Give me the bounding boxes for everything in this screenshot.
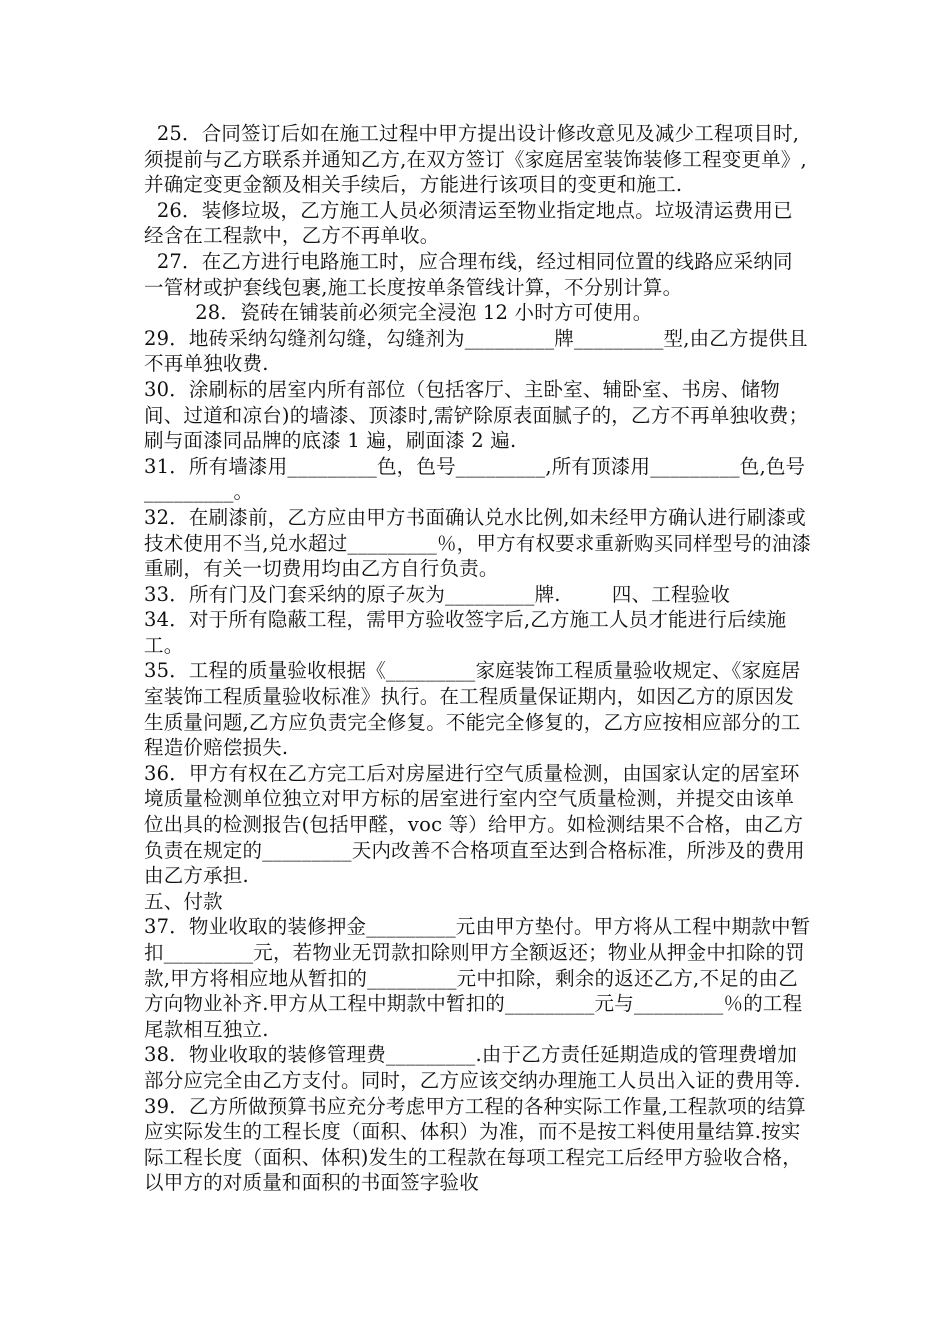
clause-30: 30．涂刷标的居室内所有部位（包括客厅、主卧室、辅卧室、书房、储物间、过道和凉台)的墙漆、顶漆时,需铲除原表面腻子的，乙方不再单独收费；刷与面漆同品牌的底漆 1 遍，刷面漆 2 遍. [144,377,809,453]
clause-36: 36．甲方有权在乙方完工后对房屋进行空气质量检测，由国家认定的居室环境质量检测单位独立对甲方标的居室进行室内空气质量检测，并提交由该单位出具的检测报告(包括甲醛，voc 等）给甲方。如检测结果不合格，由乙方负责在规定的_________天内改善不合格项直至达到合格标准，所涉及的费用由乙方承担. [144,761,805,888]
clause-26: 26．装修垃圾，乙方施工人员必须清运至物业指定地点。垃圾清运费用已经含在工程款中，乙方不再单收。 [144,198,793,248]
clause-33: 33．所有门及门套采纳的原子灰为_________牌. 四、工程验收 [144,582,731,606]
clause-27: 27．在乙方进行电路施工时，应合理布线，经过相同位置的线路应采纳同一管材或护套线包裹,施工长度按单条管线计算，不分别计算。 [144,249,793,299]
clause-25: 25．合同签订后如在施工过程中甲方提出设计修改意见及减少工程项目时,须提前与乙方联系并通知乙方,在双方签订《家庭居室装饰装修工程变更单》,并确定变更金额及相关手续后，方能进行该项目的变更和施工. [144,122,807,197]
clause-32: 32．在刷漆前，乙方应由甲方书面确认兑水比例,如未经甲方确认进行刷漆或技术使用不当,兑水超过_________％，甲方有权要求重新购买同样型号的油漆重刷，有关一切费用均由乙方自行负责。 [144,505,812,581]
section-heading-payment: 五、付款 [144,889,223,913]
clause-39: 39．乙方所做预算书应充分考虑甲方工程的各种实际工作量,工程款项的结算应实际发生的工程长度（面积、体积）为准，而不是按工料使用量结算.按实际工程长度（面积、体积)发生的工程款在每项工程完工后经甲方验收合格，以甲方的对质量和面积的书面签字验收 [144,1094,807,1195]
clause-29: 29．地砖采纳勾缝剂勾缝，勾缝剂为_________牌_________型,由乙方提供且不再单独收费. [144,326,808,376]
clause-35: 35．工程的质量验收根据《_________家庭装饰工程质量验收规定、《家庭居室装饰工程质量验收标准》执行。在工程质量保证期内，如因乙方的原因发生质量问题,乙方应负责完全修复。不能完全修复的，乙方应按相应部分的工程造价赔偿损失. [144,659,801,760]
clause-28: 28．瓷砖在铺装前必须完全浸泡 12 小时方可使用。 [144,301,653,325]
document-page [144,121,812,1196]
clause-31: 31．所有墙漆用_________色，色号_________,所有顶漆用_________色,色号_________。 [144,454,806,504]
clause-37: 37．物业收取的装修押金_________元由甲方垫付。甲方将从工程中期款中暂扣_________元，若物业无罚款扣除则甲方全额返还；物业从押金中扣除的罚款,甲方将相应地从暂扣的_________元中扣除，剩余的返还乙方,不足的由乙方向物业补齐.甲方从工程中期款中暂扣的_________元与_________％的工程尾款相互独立. [144,915,811,1041]
clause-38: 38．物业收取的装修管理费_________.由于乙方责任延期造成的管理费增加部分应完全由乙方支付。同时，乙方应该交纳办理施工人员出入证的费用等. [144,1043,801,1092]
clause-34: 34．对于所有隐蔽工程，需甲方验收签字后,乙方施工人员才能进行后续施工。 [144,608,787,657]
